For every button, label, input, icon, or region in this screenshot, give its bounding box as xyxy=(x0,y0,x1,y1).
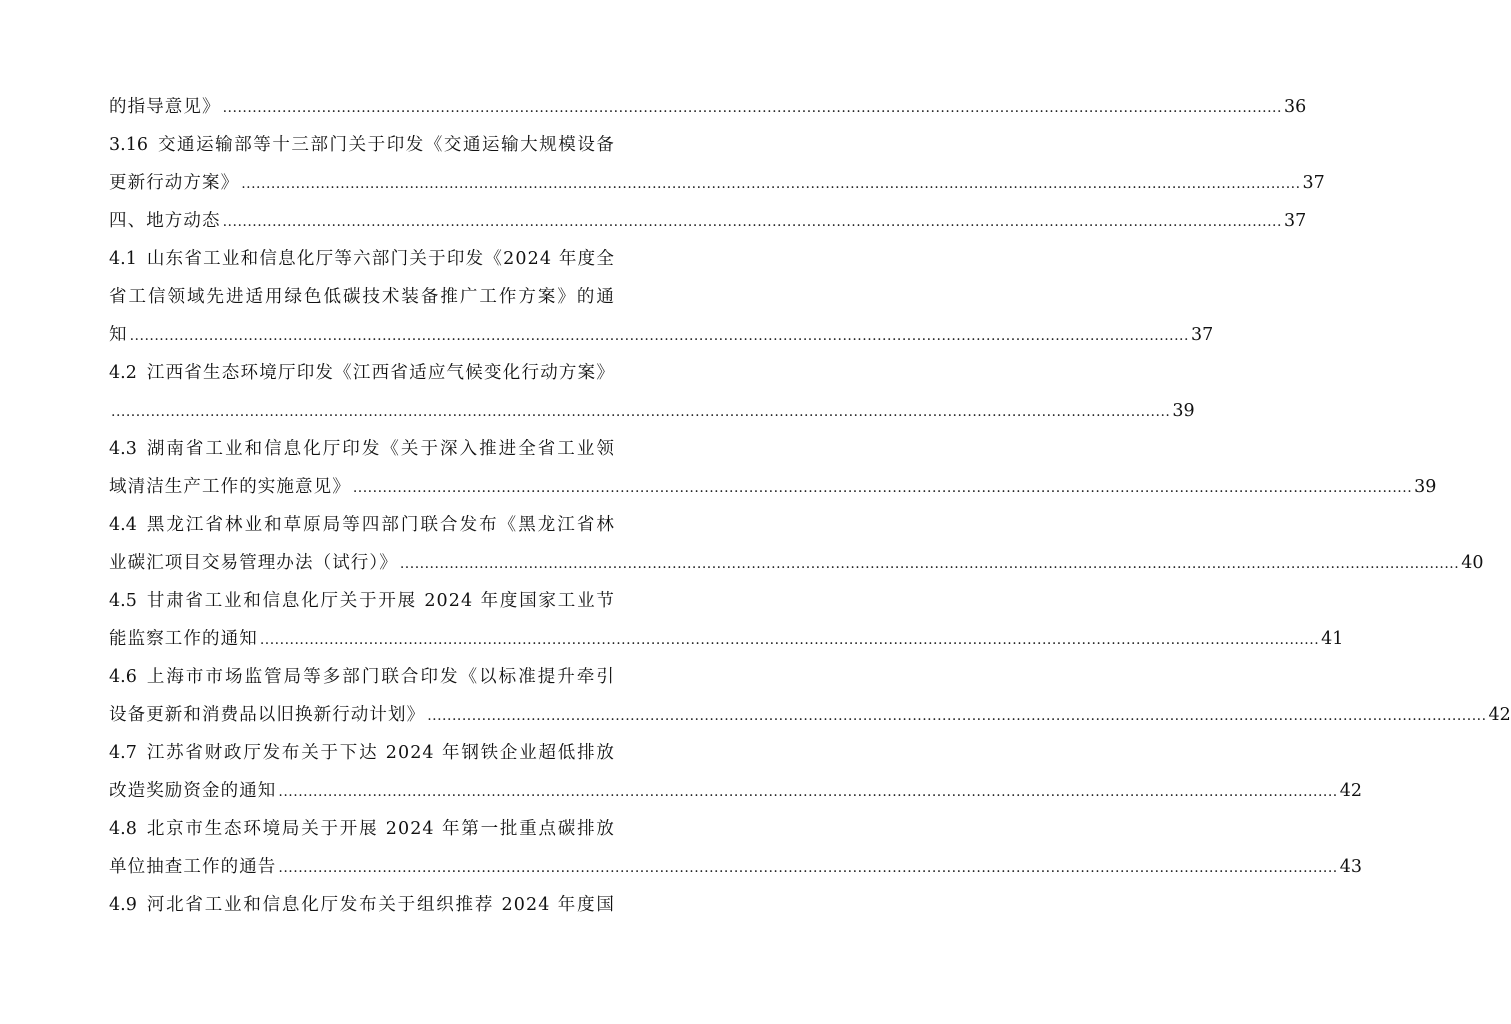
toc-entry-text: 单位抽查工作的通告 xyxy=(109,857,277,877)
toc-entry-text: 知 xyxy=(109,325,128,345)
toc-entry-text: 上海市市场监管局等多部门联合印发《以标准提升牵引 xyxy=(146,667,615,687)
toc-line[interactable] xyxy=(109,620,1344,658)
toc-entry-text: 域清洁生产工作的实施意见》 xyxy=(109,477,351,497)
toc-section-number: 4.9 xyxy=(109,895,137,915)
dot-leader xyxy=(241,165,1300,203)
dot-leader xyxy=(278,849,1337,887)
toc-line[interactable] xyxy=(109,316,1214,354)
toc-entry-text: 四、地方动态 xyxy=(109,211,221,231)
toc-page-number: 36 xyxy=(1283,97,1307,117)
toc-page-number: 37 xyxy=(1302,173,1325,193)
toc-line[interactable] xyxy=(109,506,615,544)
toc-entry-text: 河北省工业和信息化厅发布关于组织推荐 2024 年度国 xyxy=(146,895,615,915)
toc-entry-text: 江苏省财政厅发布关于下达 2024 年钢铁企业超低排放 xyxy=(146,743,615,763)
dot-leader xyxy=(353,469,1412,507)
toc-entry-text: 黑龙江省林业和草原局等四部门联合发布《黑龙江省林 xyxy=(146,515,615,535)
toc-entry-text: 更新行动方案》 xyxy=(109,173,240,193)
toc-line[interactable] xyxy=(109,88,1307,126)
toc-line[interactable] xyxy=(109,658,615,696)
table-of-contents xyxy=(109,88,1511,924)
toc-line[interactable] xyxy=(109,848,1363,886)
toc-entry-text: 业碳汇项目交易管理办法（试行）》 xyxy=(109,553,398,573)
toc-page-number: 43 xyxy=(1339,857,1363,877)
toc-line[interactable] xyxy=(109,772,1363,810)
toc-line[interactable] xyxy=(109,810,615,848)
toc-entry-text: 设备更新和消费品以旧换新行动计划》 xyxy=(109,705,426,725)
dot-leader xyxy=(223,89,1282,127)
dot-leader xyxy=(278,773,1337,811)
toc-entry-text: 江西省生态环境厅印发《江西省适应气候变化行动方案》 xyxy=(146,363,615,383)
toc-page-number: 39 xyxy=(1172,401,1195,421)
dot-leader xyxy=(260,621,1319,659)
toc-line[interactable] xyxy=(109,392,1195,430)
toc-line[interactable] xyxy=(109,544,1484,582)
toc-section-number: 4.6 xyxy=(109,667,137,687)
toc-entry-text: 北京市生态环境局关于开展 2024 年第一批重点碳排放 xyxy=(146,819,615,839)
toc-line[interactable] xyxy=(109,582,615,620)
toc-line[interactable] xyxy=(109,468,1437,506)
toc-entry-text: 交通运输部等十三部门关于印发《交通运输大规模设备 xyxy=(157,135,615,155)
toc-section-number: 4.1 xyxy=(109,249,137,269)
dot-leader xyxy=(427,697,1486,735)
toc-page-number: 40 xyxy=(1461,553,1484,573)
toc-entry-text: 改造奖励资金的通知 xyxy=(109,781,277,801)
dot-leader xyxy=(400,545,1459,583)
dot-leader xyxy=(111,393,1170,431)
toc-entry-text: 省工信领域先进适用绿色低碳技术装备推广工作方案》的通 xyxy=(109,287,615,307)
toc-page-number: 42 xyxy=(1339,781,1363,801)
toc-line[interactable] xyxy=(109,202,1307,240)
toc-page-number: 37 xyxy=(1283,211,1307,231)
toc-line[interactable] xyxy=(109,696,1511,734)
toc-section-number: 4.4 xyxy=(109,515,137,535)
dot-leader xyxy=(130,317,1189,355)
toc-page-number: 41 xyxy=(1321,629,1344,649)
toc-section-number: 4.7 xyxy=(109,743,137,763)
toc-entry-text: 的指导意见》 xyxy=(109,97,221,117)
toc-line[interactable] xyxy=(109,126,615,164)
toc-entry-text: 甘肃省工业和信息化厅关于开展 2024 年度国家工业节 xyxy=(146,591,615,611)
toc-line[interactable] xyxy=(109,734,615,772)
toc-line[interactable] xyxy=(109,354,615,392)
toc-line[interactable] xyxy=(109,886,615,924)
toc-page-number: 37 xyxy=(1190,325,1214,345)
toc-section-number: 4.8 xyxy=(109,819,137,839)
toc-section-number: 4.3 xyxy=(109,439,137,459)
toc-page-number: 42 xyxy=(1488,705,1511,725)
toc-entry-text: 山东省工业和信息化厅等六部门关于印发《2024 年度全 xyxy=(146,249,615,269)
toc-entry-text: 湖南省工业和信息化厅印发《关于深入推进全省工业领 xyxy=(146,439,615,459)
dot-leader xyxy=(223,203,1282,241)
toc-line[interactable] xyxy=(109,164,1325,202)
toc-entry-text: 能监察工作的通知 xyxy=(109,629,258,649)
toc-line[interactable] xyxy=(109,240,615,278)
toc-section-number: 4.2 xyxy=(109,363,137,383)
toc-line[interactable] xyxy=(109,278,615,316)
toc-line[interactable] xyxy=(109,430,615,468)
toc-section-number: 4.5 xyxy=(109,591,137,611)
toc-page-number: 39 xyxy=(1414,477,1437,497)
toc-section-number: 3.16 xyxy=(109,135,148,155)
